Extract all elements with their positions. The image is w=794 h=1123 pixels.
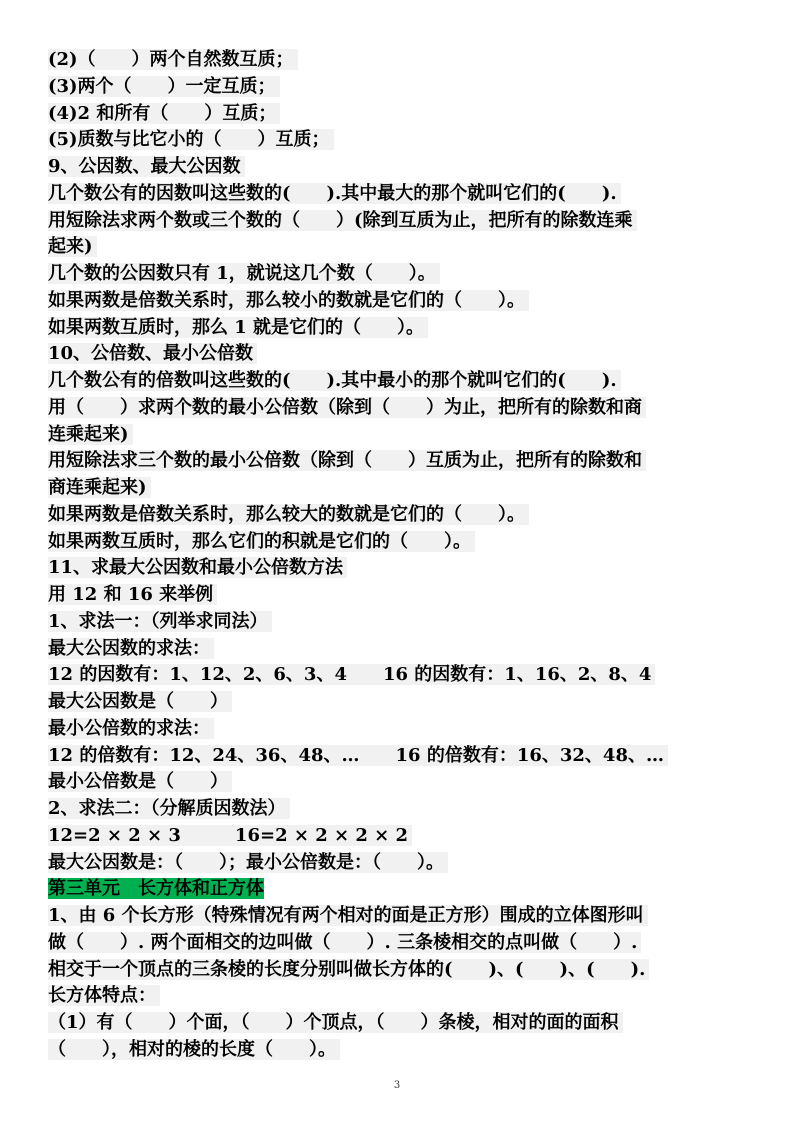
text-line-content: 2、求法二：（分解质因数法） [48,798,290,819]
text-line [48,902,648,929]
text-line-content: 最大公因数是：（ ）；最小公倍数是：（ ）。 [48,852,448,873]
text-line-content: 做（ ）. 两个面相交的边叫做（ ）. 三条棱相交的点叫做（ ）. [48,932,641,953]
text-line [48,1009,623,1036]
text-line [48,1036,340,1063]
text-line-content: 12 的因数有：1、12、2、6、3、4 16 的因数有：1、16、2、8、4 [48,664,655,685]
text-line [48,795,290,822]
text-line-content: 最小公倍数的求法： [48,718,214,739]
text-line-content: 11、求最大公因数和最小公倍数方法 [48,557,347,578]
text-line-content: (5)质数与比它小的（ ）互质； [48,129,334,150]
text-line-content: (2)（ ）两个自然数互质； [48,49,298,70]
text-line [48,688,232,715]
text-line [48,849,448,876]
text-line [48,742,668,769]
text-line [48,768,232,795]
text-line [48,554,347,581]
text-line-content: 用短除法求两个数或三个数的（ ）(除到互质为止，把所有的除数连乘 [48,210,637,231]
text-line [48,447,646,474]
text-line-content: 1、求法一：（列举求同法） [48,611,272,632]
text-line-content: 用短除法求三个数的最小公倍数（除到（ ）互质为止，把所有的除数和 [48,450,646,471]
text-line [48,956,649,983]
text-line-content: 相交于一个顶点的三条棱的长度分别叫做长方体的( )、( )、( ). [48,959,649,980]
text-line [48,314,428,341]
text-line-content: 9、公因数、最大公因数 [48,156,245,177]
text-line-content: 最小公倍数是（ ） [48,771,232,792]
text-line [48,715,214,742]
text-line-content: 几个数公有的倍数叫这些数的( ).其中最小的那个就叫它们的( ). [48,370,621,391]
text-line-content: 如果两数是倍数关系时，那么较小的数就是它们的（ ）。 [48,290,529,311]
text-line [48,421,133,448]
text-line [48,367,621,394]
text-line [48,207,637,234]
text-line-content: 起来) [48,236,97,257]
text-line [48,126,334,153]
text-line-content: 12 的倍数有：12、24、36、48、… 16 的倍数有：16、32、48、… [48,745,668,766]
section-heading-text: 第三单元 长方体和正方体 [48,878,264,900]
text-line-content: (3)两个（ ）一定互质； [48,76,280,97]
text-line-content: 用（ ）求两个数的最小公倍数（除到（ ）为止，把所有的除数和商 [48,397,646,418]
text-line [48,260,440,287]
section-heading [48,875,264,902]
text-line-content: 12=2 × 2 × 3 16=2 × 2 × 2 × 2 [48,825,412,846]
text-line-content: 10、公倍数、最小公倍数 [48,343,257,364]
text-line [48,501,529,528]
text-line-content: (4)2 和所有（ ）互质； [48,103,280,124]
text-line [48,608,272,635]
text-line-content: （1）有（ ）个面，（ ）个顶点，（ ）条棱，相对的面的面积 [48,1012,623,1033]
text-line-content: 连乘起来) [48,424,133,445]
text-line [48,822,412,849]
text-line [48,982,160,1009]
text-line [48,394,646,421]
text-line-content: 如果两数互质时，那么它们的积就是它们的（ ）。 [48,531,475,552]
text-line [48,581,217,608]
text-line-content: 最大公因数是（ ） [48,691,232,712]
text-line [48,100,280,127]
page-number: 3 [393,1080,401,1091]
text-line [48,340,257,367]
text-line [48,73,280,100]
text-line [48,287,529,314]
text-line-content: 用 12 和 16 来举例 [48,584,217,605]
text-line-content: 几个数的公因数只有 1，就说这几个数（ ）。 [48,263,440,284]
text-line [48,661,655,688]
text-line [48,635,214,662]
text-line-content: 最大公因数的求法： [48,638,214,659]
text-line-content: 几个数公有的因数叫这些数的( ).其中最大的那个就叫它们的( ). [48,183,621,204]
text-line [48,46,298,73]
text-line [48,474,151,501]
text-line [48,180,621,207]
text-line-content: 如果两数是倍数关系时，那么较大的数就是它们的（ ）。 [48,504,529,525]
text-line-content: 如果两数互质时，那么 1 就是它们的（ ）。 [48,317,428,338]
text-line [48,233,97,260]
text-line [48,929,641,956]
text-line-content: （ ），相对的棱的长度（ ）。 [48,1039,340,1060]
text-line-content: 长方体特点： [48,985,160,1006]
text-line-content: 1、由 6 个长方形（特殊情况有两个相对的面是正方形）围成的立体图形叫 [48,905,648,926]
text-line [48,153,245,180]
text-line [48,528,475,555]
text-line-content: 商连乘起来) [48,477,151,498]
